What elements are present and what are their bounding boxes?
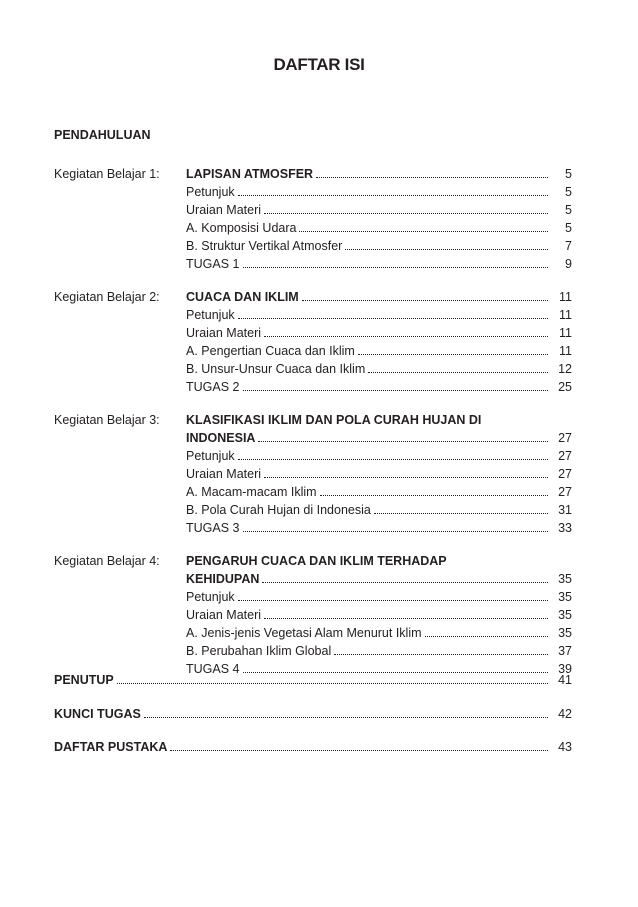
toc-entry-text: A. Jenis-jenis Vegetasi Alam Menurut Iklim [186,626,422,640]
toc-entry-text: TUGAS 4 [186,662,240,676]
leader-dots [262,581,548,583]
leader-dots [258,440,548,442]
toc-entry[interactable] [186,590,572,604]
toc-entry-kb4-heading[interactable] [186,572,572,586]
toc-entry-text: LAPISAN ATMOSFER [186,167,314,181]
toc-entry-text: DAFTAR PUSTAKA [54,740,168,754]
toc-page-number: 5 [565,167,572,181]
toc-entry-kb3-heading[interactable] [186,431,572,445]
toc-entry-kb1-heading[interactable] [186,167,572,181]
toc-entry[interactable] [186,308,572,322]
toc-entry[interactable] [186,362,572,376]
leader-dots [425,635,548,637]
toc-entry-text: Petunjuk [186,308,235,322]
leader-dots [243,266,549,268]
toc-entry-text: KUNCI TUGAS [54,707,141,721]
toc-page-number: 11 [559,344,572,358]
toc-entry-text: A. Komposisi Udara [186,221,297,235]
leader-dots [170,749,548,751]
toc-page-number: 9 [565,257,572,271]
kb-3-label: Kegiatan Belajar 3: [54,413,160,427]
toc-page-number: 5 [565,185,572,199]
toc-entry[interactable] [186,521,572,535]
toc-page-number: 35 [558,626,572,640]
toc-page-number: 27 [558,485,572,499]
leader-dots [264,335,548,337]
toc-entry-daftar-pustaka[interactable] [54,740,572,754]
toc-entry-text: INDONESIA [186,431,256,445]
leader-dots [238,599,548,601]
toc-entry[interactable] [186,239,572,253]
toc-entry-text: B. Struktur Vertikal Atmosfer [186,239,343,253]
leader-dots [238,458,548,460]
toc-page-number: 5 [565,221,572,235]
toc-entry-text: B. Unsur-Unsur Cuaca dan Iklim [186,362,366,376]
toc-page-number: 35 [558,572,572,586]
leader-dots [374,512,548,514]
toc-page-number: 7 [565,239,572,253]
leader-dots [238,194,548,196]
toc-entry-text: TUGAS 3 [186,521,240,535]
toc-entry-text: KEHIDUPAN [186,572,260,586]
toc-entry-penutup[interactable] [54,673,572,687]
toc-entry-text: Uraian Materi [186,326,262,340]
toc-page-number: 42 [558,707,572,721]
toc-page-number: 11 [559,308,572,322]
toc-entry-text: TUGAS 1 [186,257,240,271]
leader-dots [117,682,548,684]
toc-entry-text: B. Pola Curah Hujan di Indonesia [186,503,371,517]
toc-page-number: 31 [558,503,572,517]
toc-page-number: 11 [559,290,572,304]
toc-entry[interactable] [186,449,572,463]
leader-dots [299,230,548,232]
toc-entry-text: Petunjuk [186,185,235,199]
kb-1-label: Kegiatan Belajar 1: [54,167,160,181]
toc-page-number: 35 [558,590,572,604]
kb4-heading-line1: PENGARUH CUACA DAN IKLIM TERHADAP [186,554,447,568]
toc-page-number: 33 [558,521,572,535]
toc-entry-text: TUGAS 2 [186,380,240,394]
toc-entry[interactable] [186,185,572,199]
toc-page-number: 43 [558,740,572,754]
toc-page-number: 35 [558,608,572,622]
leader-dots [368,371,548,373]
toc-entry[interactable] [186,344,572,358]
toc-entry[interactable] [186,257,572,271]
leader-dots [345,248,548,250]
toc-page-number: 27 [558,467,572,481]
toc-page-number: 39 [558,662,572,676]
toc-page-number: 25 [558,380,572,394]
toc-entry-text: Petunjuk [186,590,235,604]
page-title: DAFTAR ISI [273,55,365,74]
leader-dots [316,176,548,178]
toc-page-number: 37 [558,644,572,658]
toc-page-number: 5 [565,203,572,217]
toc-entry[interactable] [186,626,572,640]
leader-dots [243,389,549,391]
toc-entry-text: Uraian Materi [186,608,262,622]
leader-dots [144,716,548,718]
toc-page-number: 11 [559,326,572,340]
kb-4-label: Kegiatan Belajar 4: [54,554,160,568]
toc-entry[interactable] [186,326,572,340]
toc-page-number: 27 [558,449,572,463]
leader-dots [358,353,548,355]
kb3-heading-line1: KLASIFIKASI IKLIM DAN POLA CURAH HUJAN DI [186,413,482,427]
leader-dots [302,299,548,301]
leader-dots [264,212,548,214]
toc-entry[interactable] [186,203,572,217]
toc-entry-text: PENUTUP [54,673,114,687]
toc-entry-text: CUACA DAN IKLIM [186,290,299,304]
leader-dots [238,317,548,319]
toc-entry[interactable] [186,503,572,517]
toc-entry[interactable] [186,467,572,481]
leader-dots [320,494,548,496]
toc-entry-text: Uraian Materi [186,203,262,217]
kb-2-label: Kegiatan Belajar 2: [54,290,160,304]
toc-entry[interactable] [186,644,572,658]
toc-entry-text: B. Perubahan Iklim Global [186,644,332,658]
toc-entry-text: A. Macam-macam Iklim [186,485,317,499]
leader-dots [264,476,548,478]
toc-entry-text: Petunjuk [186,449,235,463]
toc-entry[interactable] [186,485,572,499]
toc-entry-kb2-heading[interactable] [186,290,572,304]
leader-dots [334,653,548,655]
toc-page-number: 41 [558,673,572,687]
toc-entry-kunci-tugas[interactable] [54,707,572,721]
section-pendahuluan: PENDAHULUAN [54,128,151,142]
leader-dots [243,530,549,532]
toc-entry[interactable] [186,608,572,622]
toc-page-number: 27 [558,431,572,445]
toc-entry[interactable] [186,221,572,235]
leader-dots [264,617,548,619]
toc-page-number: 12 [558,362,572,376]
toc-entry-text: A. Pengertian Cuaca dan Iklim [186,344,355,358]
toc-entry-text: Uraian Materi [186,467,262,481]
toc-entry[interactable] [186,380,572,394]
